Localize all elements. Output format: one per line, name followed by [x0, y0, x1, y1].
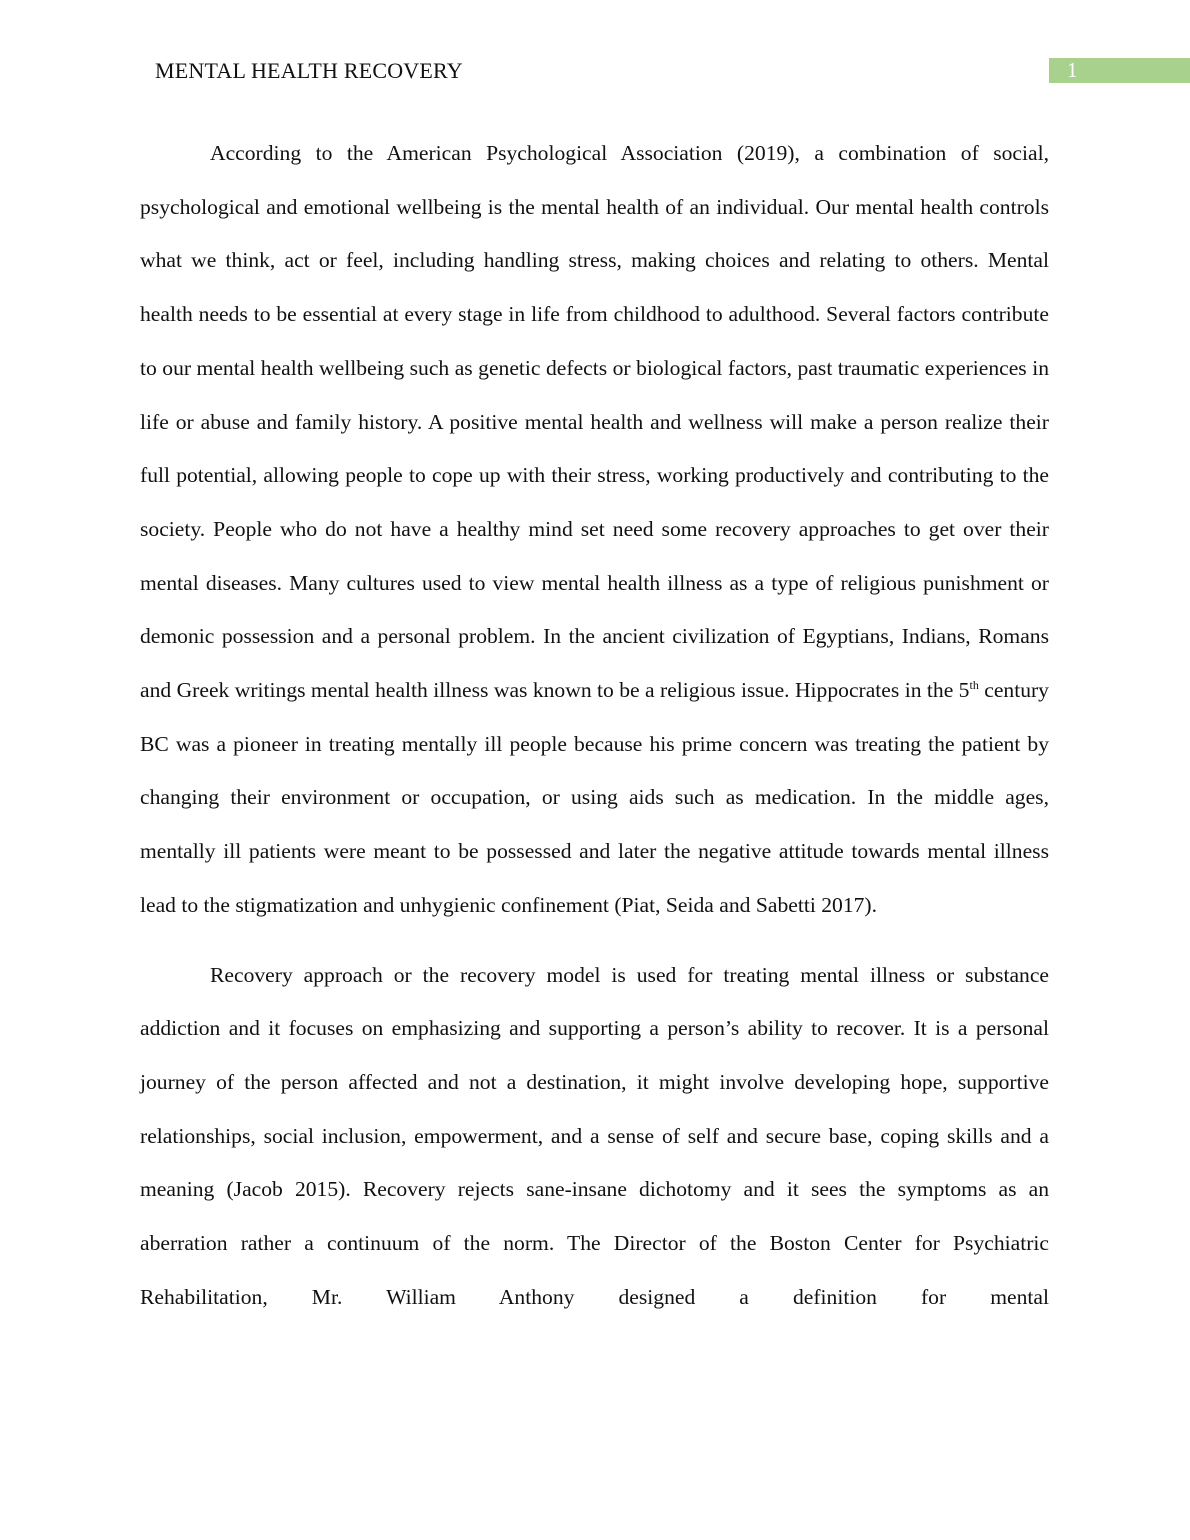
paragraph-1: [140, 127, 1049, 933]
paragraph-1-text-a: According to the American Psychological Association (2019), a combination of social, psychological and emotional wellbeing is the mental health of an individual. Our mental health controls what we think, act or feel, including handling stress, making choices and relating to others. Mental health needs to be essential at every stage in life from childhood to adulthood. Several factors contribute to our mental health wellbeing such as genetic defects or biological factors, past traumatic experiences in life or abuse and family history. A positive mental health and wellness will make a person realize their full potential, allowing people to cope up with their stress, working productively and contributing to the society. People who do not have a healthy mind set need some recovery approaches to get over their mental diseases. Many cultures used to view mental health illness as a type of religious punishment or demonic possession and a personal problem. In the ancient civilization of Egyptians, Indians, Romans and Greek writings mental health illness was known to be a religious issue. Hippocrates in the 5: [140, 141, 1049, 703]
page-number: 1: [1067, 58, 1078, 82]
body-text: [140, 127, 1049, 1340]
page-number-box: [1049, 58, 1190, 83]
ordinal-superscript: th: [969, 677, 979, 692]
paragraph-1-text-b: century BC was a pioneer in treating mentally ill people because his prime concern was treating the patient by changing their environment or occupation, or using aids such as medication. In the middle ages, mentally ill patients were meant to be possessed and later the negative attitude towards mental illness lead to the stigmatization and unhygienic confinement (Piat, Seida and Sabetti 2017).: [140, 678, 1049, 917]
paragraph-2: Recovery approach or the recovery model is used for treating mental illness or substance addiction and it focuses on emphasizing and supporting a person’s ability to recover. It is a personal journey of the person affected and not a destination, it might involve developing hope, supportive relationships, social inclusion, empowerment, and a sense of self and secure base, coping skills and a meaning (Jacob 2015). Recovery rejects sane-insane dichotomy and it sees the symptoms as an aberration rather a continuum of the norm. The Director of the Boston Center for Psychiatric Rehabilitation, Mr. William Anthony designed a definition for mental: [140, 962, 1049, 1309]
running-head: MENTAL HEALTH RECOVERY: [155, 58, 463, 83]
